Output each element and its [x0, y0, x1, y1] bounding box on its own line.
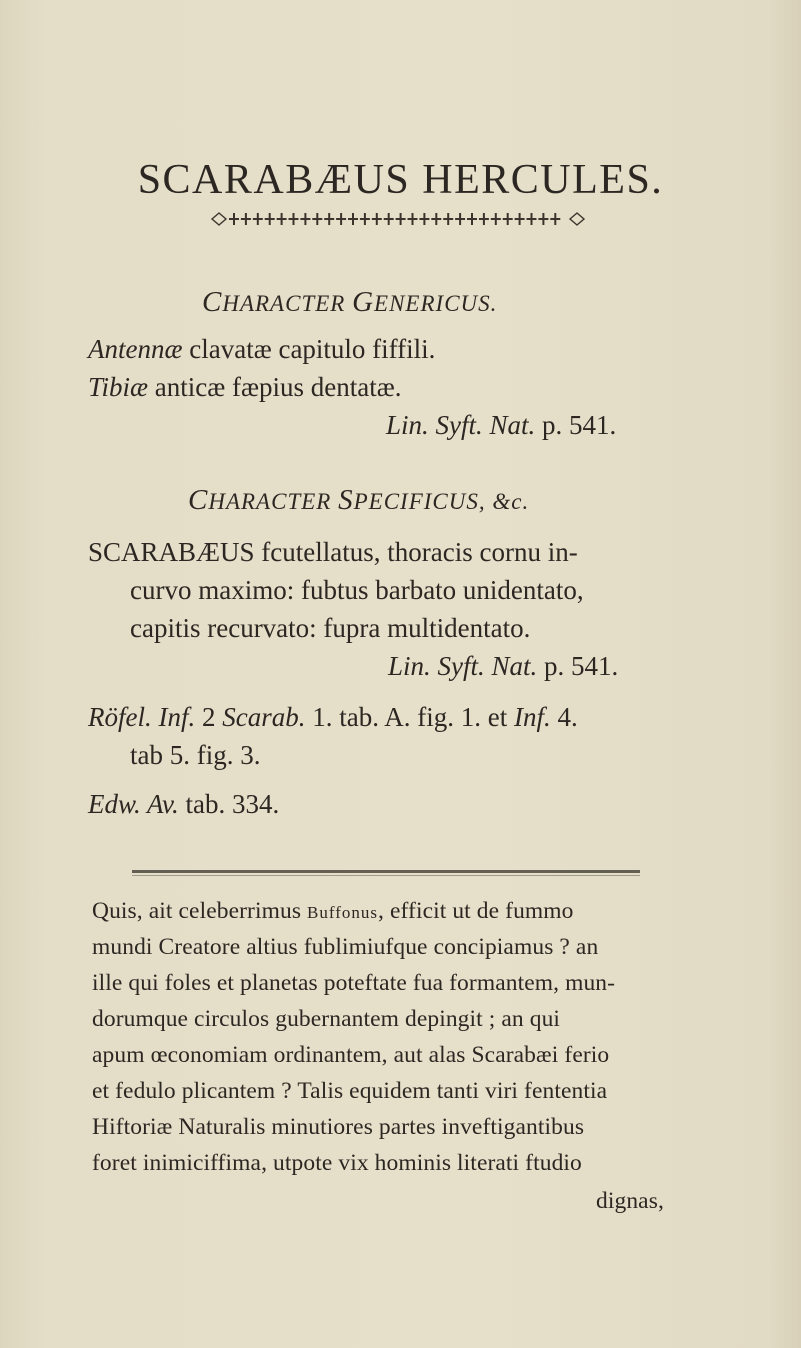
body-line-8: foret inimiciffima, utpote vix hominis literati ftudio	[92, 1150, 582, 1176]
specificus-reference: Lin. Syft. Nat. p. 541.	[388, 651, 619, 681]
page-title: SCARABÆUS HERCULES.	[137, 157, 664, 203]
body-line-1: Quis, ait celeberrimus Buffonus, efficit ut de fummo	[92, 898, 574, 924]
reference-rosel-continued: tab 5. fig. 3.	[130, 740, 261, 770]
body-line-2: mundi Creatore altius fublimiufque concipiamus ? an	[92, 934, 599, 960]
character-specificus-heading: CHARACTER SPECIFICUS, &c.	[188, 484, 530, 516]
character-genericus-heading: CHARACTER GENERICUS.	[202, 286, 498, 318]
genericus-line-1: Antennæ clavatæ capitulo fiffili.	[88, 334, 436, 364]
body-line-3: ille qui foles et planetas poteftate fua formantem, mun-	[92, 970, 616, 996]
section-divider-hairline	[132, 875, 640, 876]
body-line-6: et fedulo plicantem ? Talis equidem tanti viri fententia	[92, 1078, 608, 1104]
genericus-line-2: Tibiæ anticæ fæpius dentatæ.	[88, 372, 402, 402]
ornament-rule	[210, 208, 586, 230]
body-line-4: dorumque circulos gubernantem depingit ; an qui	[92, 1006, 561, 1032]
body-line-5: apum œconomiam ordinantem, aut alas Scarabæi ferio	[92, 1042, 610, 1068]
specificus-line-1: SCARABÆUS fcutellatus, thoracis cornu in-	[88, 537, 578, 567]
section-divider	[132, 870, 640, 873]
specificus-line-3: capitis recurvato: fupra multidentato.	[130, 613, 531, 643]
genericus-reference: Lin. Syft. Nat. p. 541.	[386, 410, 617, 440]
reference-rosel: Röfel. Inf. 2 Scarab. 1. tab. A. fig. 1. et Inf. 4.	[88, 702, 578, 732]
body-line-7: Hiftoriæ Naturalis minutiores partes inveftigantibus	[92, 1114, 585, 1140]
specificus-line-2: curvo maximo: fubtus barbato unidentato,	[130, 575, 584, 605]
reference-edwards: Edw. Av. tab. 334.	[88, 789, 280, 819]
catchword: dignas,	[596, 1188, 664, 1214]
